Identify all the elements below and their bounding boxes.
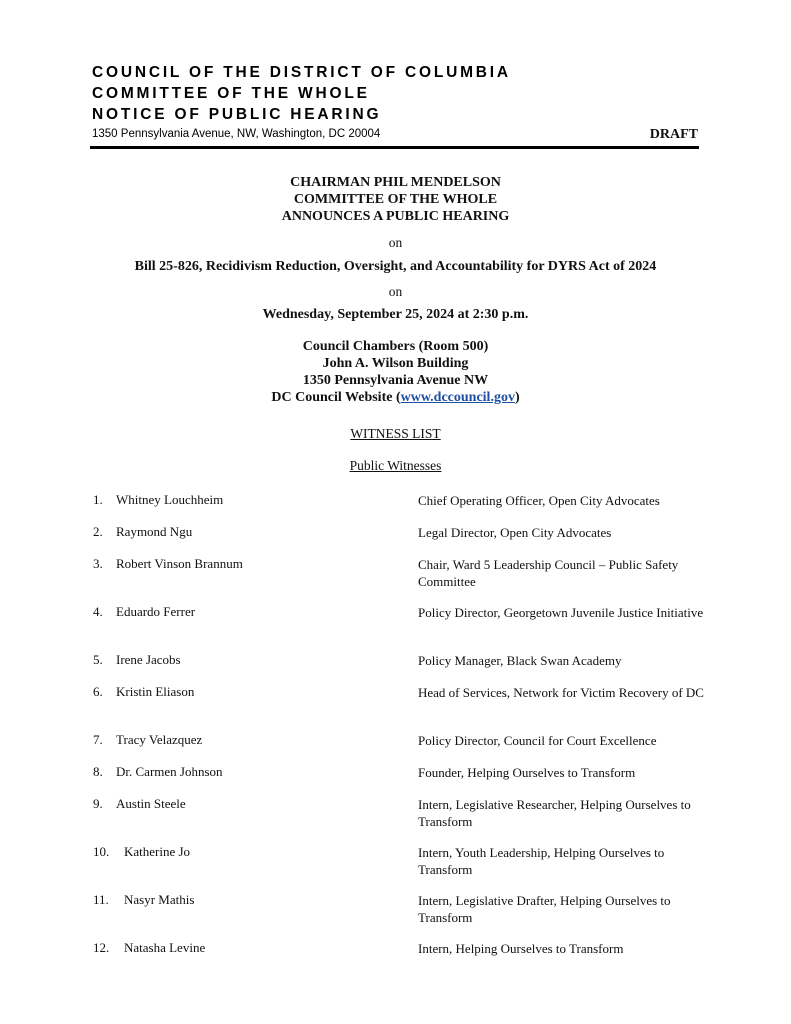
witness-title: Intern, Helping Ourselves to Transform bbox=[418, 941, 624, 956]
witness-name: Irene Jacobs bbox=[116, 652, 181, 667]
header-divider bbox=[90, 146, 699, 149]
website-link[interactable]: www.dccouncil.gov bbox=[400, 390, 515, 405]
witness-title: Head of Services, Network for Victim Recovery of DC bbox=[418, 685, 704, 700]
witness-title: Policy Director, Georgetown Juvenile Justice Initiative bbox=[418, 605, 704, 620]
announces-line: ANNOUNCES A PUBLIC HEARING bbox=[281, 209, 510, 224]
witness-number: 9. bbox=[93, 796, 103, 811]
witness-number: 8. bbox=[93, 764, 103, 779]
witness-title: Intern, Legislative Researcher, Helping Ourselves to Transform bbox=[418, 797, 691, 829]
location-room: Council Chambers (Room 500) bbox=[302, 339, 489, 354]
website-suffix: ) bbox=[514, 390, 520, 405]
witness-number: 11. bbox=[93, 892, 109, 907]
witness-number: 4. bbox=[93, 604, 103, 619]
location-street: 1350 Pennsylvania Avenue NW bbox=[302, 373, 489, 388]
witness-name: Katherine Jo bbox=[124, 844, 191, 859]
witness-number: 12. bbox=[93, 940, 110, 955]
witness-number: 10. bbox=[93, 844, 110, 859]
witness-name: Whitney Louchheim bbox=[116, 492, 224, 507]
committee-name: COMMITTEE OF THE WHOLE bbox=[92, 85, 370, 102]
witness-number: 3. bbox=[93, 556, 103, 571]
witness-name: Nasyr Mathis bbox=[124, 892, 195, 907]
witness-name: Raymond Ngu bbox=[116, 524, 193, 539]
witness-number: 6. bbox=[93, 684, 103, 699]
website-prefix: DC Council Website ( bbox=[271, 390, 401, 405]
witness-title: Intern, Youth Leadership, Helping Ourselves to Transform bbox=[418, 845, 665, 877]
council-name: COUNCIL OF THE DISTRICT OF COLUMBIA bbox=[92, 64, 511, 81]
notice-title: NOTICE OF PUBLIC HEARING bbox=[92, 106, 382, 123]
website-line bbox=[0, 390, 791, 406]
witness-title: Policy Director, Council for Court Excellence bbox=[418, 733, 657, 748]
witness-title: Chair, Ward 5 Leadership Council – Public Safety Committee bbox=[418, 557, 679, 589]
witness-title: Policy Manager, Black Swan Academy bbox=[418, 653, 622, 668]
location-building: John A. Wilson Building bbox=[322, 356, 469, 371]
witness-name: Kristin Eliason bbox=[116, 684, 195, 699]
witness-number: 7. bbox=[93, 732, 103, 747]
bill-title: Bill 25-826, Recidivism Reduction, Oversight, and Accountability for DYRS Act of 2024 bbox=[134, 259, 657, 274]
witness-title: Chief Operating Officer, Open City Advocates bbox=[418, 493, 660, 508]
witness-name: Austin Steele bbox=[116, 796, 186, 811]
witness-number: 1. bbox=[93, 492, 103, 507]
draft-label: DRAFT bbox=[649, 127, 698, 142]
witness-name: Natasha Levine bbox=[124, 940, 206, 955]
witness-name: Robert Vinson Brannum bbox=[116, 556, 243, 571]
witness-name: Eduardo Ferrer bbox=[116, 604, 196, 619]
council-address: 1350 Pennsylvania Avenue, NW, Washington, DC 20004 bbox=[92, 128, 381, 140]
on-text-2: on bbox=[388, 284, 403, 299]
committee-line: COMMITTEE OF THE WHOLE bbox=[293, 192, 498, 207]
chairman-line: CHAIRMAN PHIL MENDELSON bbox=[290, 175, 501, 190]
witness-number: 5. bbox=[93, 652, 103, 667]
on-text-1: on bbox=[388, 235, 403, 250]
witness-title: Legal Director, Open City Advocates bbox=[418, 525, 612, 540]
witness-title: Founder, Helping Ourselves to Transform bbox=[418, 765, 636, 780]
witness-name: Tracy Velazquez bbox=[116, 732, 203, 747]
witness-number: 2. bbox=[93, 524, 103, 539]
public-witnesses-heading: Public Witnesses bbox=[349, 458, 442, 473]
witness-list-heading: WITNESS LIST bbox=[350, 426, 441, 441]
hearing-date: Wednesday, September 25, 2024 at 2:30 p.m. bbox=[262, 307, 529, 322]
witness-title: Intern, Legislative Drafter, Helping Ourselves to Transform bbox=[418, 893, 671, 925]
witness-name: Dr. Carmen Johnson bbox=[116, 764, 223, 779]
